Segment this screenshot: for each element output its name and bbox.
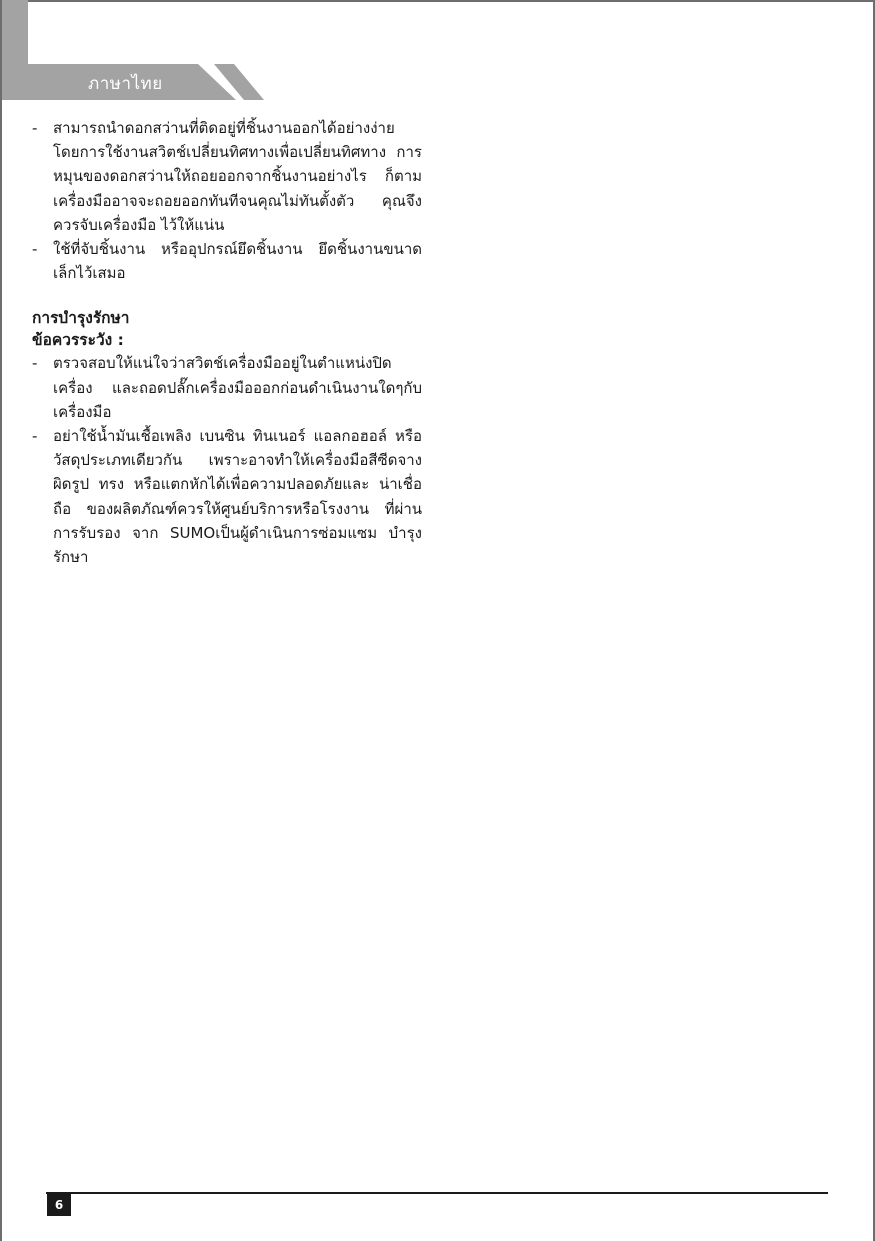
section-title: การบำรุงรักษา (32, 309, 130, 328)
footer-rule (46, 1192, 828, 1194)
page-number: 6 (47, 1194, 71, 1216)
document-body (32, 116, 422, 569)
intro-bullet-list (32, 116, 422, 285)
language-tab-label: ภาษาไทย (88, 74, 163, 94)
list-item: - อย่าใช้น้ำมันเชื้อเพลิง เบนซิน ทินเนอร์ แอลกอฮอล์ หรือ วัสดุประเภทเดียวกัน เพราะอาจทำให้เครื่องมือสีซีดจาง ผิดรูป ทรง หรือแตกหักได้เพื่อความปลอดภัยและ น่าเชื่อถือ ของผลิตภัณฑ์ควรให้ศูนย์บริการหรือโรงงาน ที่ผ่านการรับรอง จาก SUMOเป็นผู้ดำเนินการซ่อมแซม บำรุงรักษา (32, 427, 422, 567)
list-item: - สามารถนำดอกสว่านที่ติดอยู่ที่ชิ้นงานออกได้อย่างง่าย โดยการใช้งานสวิตช์เปลี่ยนทิศทางเพื่อเปลี่ยนทิศทาง การหมุนของดอกสว่านให้ถอยออกจากชิ้นงานอย่างไร ก็ตามเครื่องมืออาจจะถอยออกทันทีจนคุณไม่ทันตั้งตัว คุณจึงควรจับเครื่องมือ ไว้ให้แน่น (32, 119, 422, 234)
list-item: - ตรวจสอบให้แน่ใจว่าสวิตช์เครื่องมืออยู่ในตำแหน่งปิด เครื่อง และถอดปลั๊กเครื่องมือออกก่อนดำเนินงานใดๆกับ เครื่องมือ (32, 354, 422, 421)
page-frame-left (0, 0, 2, 1241)
caution-label: ข้อควรระวัง : (32, 331, 124, 350)
maintenance-bullet-list (32, 351, 422, 569)
list-item: - ใช้ที่จับชิ้นงาน หรืออุปกรณ์ยึดชิ้นงาน ยึดชิ้นงานขนาด เล็กไว้เสมอ (32, 240, 422, 283)
